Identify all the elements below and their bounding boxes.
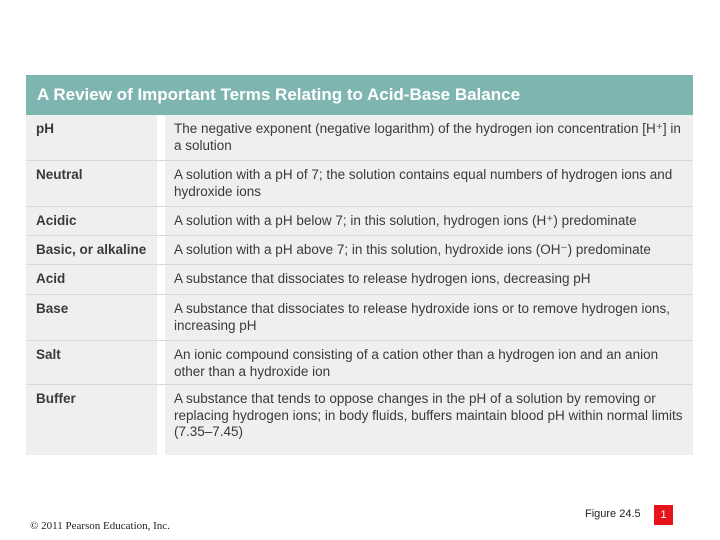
terms-table <box>26 75 693 455</box>
definition-cell: The negative exponent (negative logarithm) of the hydrogen ion concentration [H⁺] in a solution <box>165 115 693 160</box>
definition-cell: A solution with a pH above 7; in this solution, hydroxide ions (OH⁻) predominate <box>165 236 693 264</box>
term-cell: Base <box>26 295 157 340</box>
table-row <box>26 207 693 236</box>
column-divider <box>157 236 165 264</box>
column-divider <box>157 295 165 340</box>
column-divider <box>157 341 165 384</box>
term-cell: Acidic <box>26 207 157 235</box>
column-divider <box>157 207 165 235</box>
term-cell: Neutral <box>26 161 157 206</box>
definition-cell: A solution with a pH below 7; in this solution, hydrogen ions (H⁺) predominate <box>165 207 693 235</box>
term-cell: Buffer <box>26 385 157 455</box>
term-cell: Salt <box>26 341 157 384</box>
copyright-notice: © 2011 Pearson Education, Inc. <box>30 520 170 532</box>
table-row <box>26 236 693 265</box>
definition-cell: A substance that dissociates to release hydrogen ions, decreasing pH <box>165 265 693 294</box>
table-row <box>26 341 693 385</box>
term-cell: Acid <box>26 265 157 294</box>
figure-label: Figure 24.5 <box>585 508 641 520</box>
page-number-badge: 1 <box>654 505 673 525</box>
column-divider <box>157 161 165 206</box>
column-divider <box>157 385 165 455</box>
definition-cell: An ionic compound consisting of a cation other than a hydrogen ion and an anion other than a hydroxide ion <box>165 341 693 384</box>
definition-cell: A solution with a pH of 7; the solution contains equal numbers of hydrogen ions and hydroxide ions <box>165 161 693 206</box>
table-row <box>26 265 693 295</box>
table-row <box>26 295 693 341</box>
table-title: A Review of Important Terms Relating to Acid-Base Balance <box>26 75 693 115</box>
table-row <box>26 161 693 207</box>
definition-cell: A substance that tends to oppose changes in the pH of a solution by removing or replacing hydrogen ions; in body fluids, buffers maintain blood pH within normal limits (7.35–7.45) <box>165 385 693 455</box>
term-cell: Basic, or alkaline <box>26 236 157 264</box>
column-divider <box>157 265 165 294</box>
column-divider <box>157 115 165 160</box>
definition-cell: A substance that dissociates to release hydroxide ions or to remove hydrogen ions, increasing pH <box>165 295 693 340</box>
table-row <box>26 385 693 455</box>
term-cell: pH <box>26 115 157 160</box>
table-row <box>26 115 693 161</box>
